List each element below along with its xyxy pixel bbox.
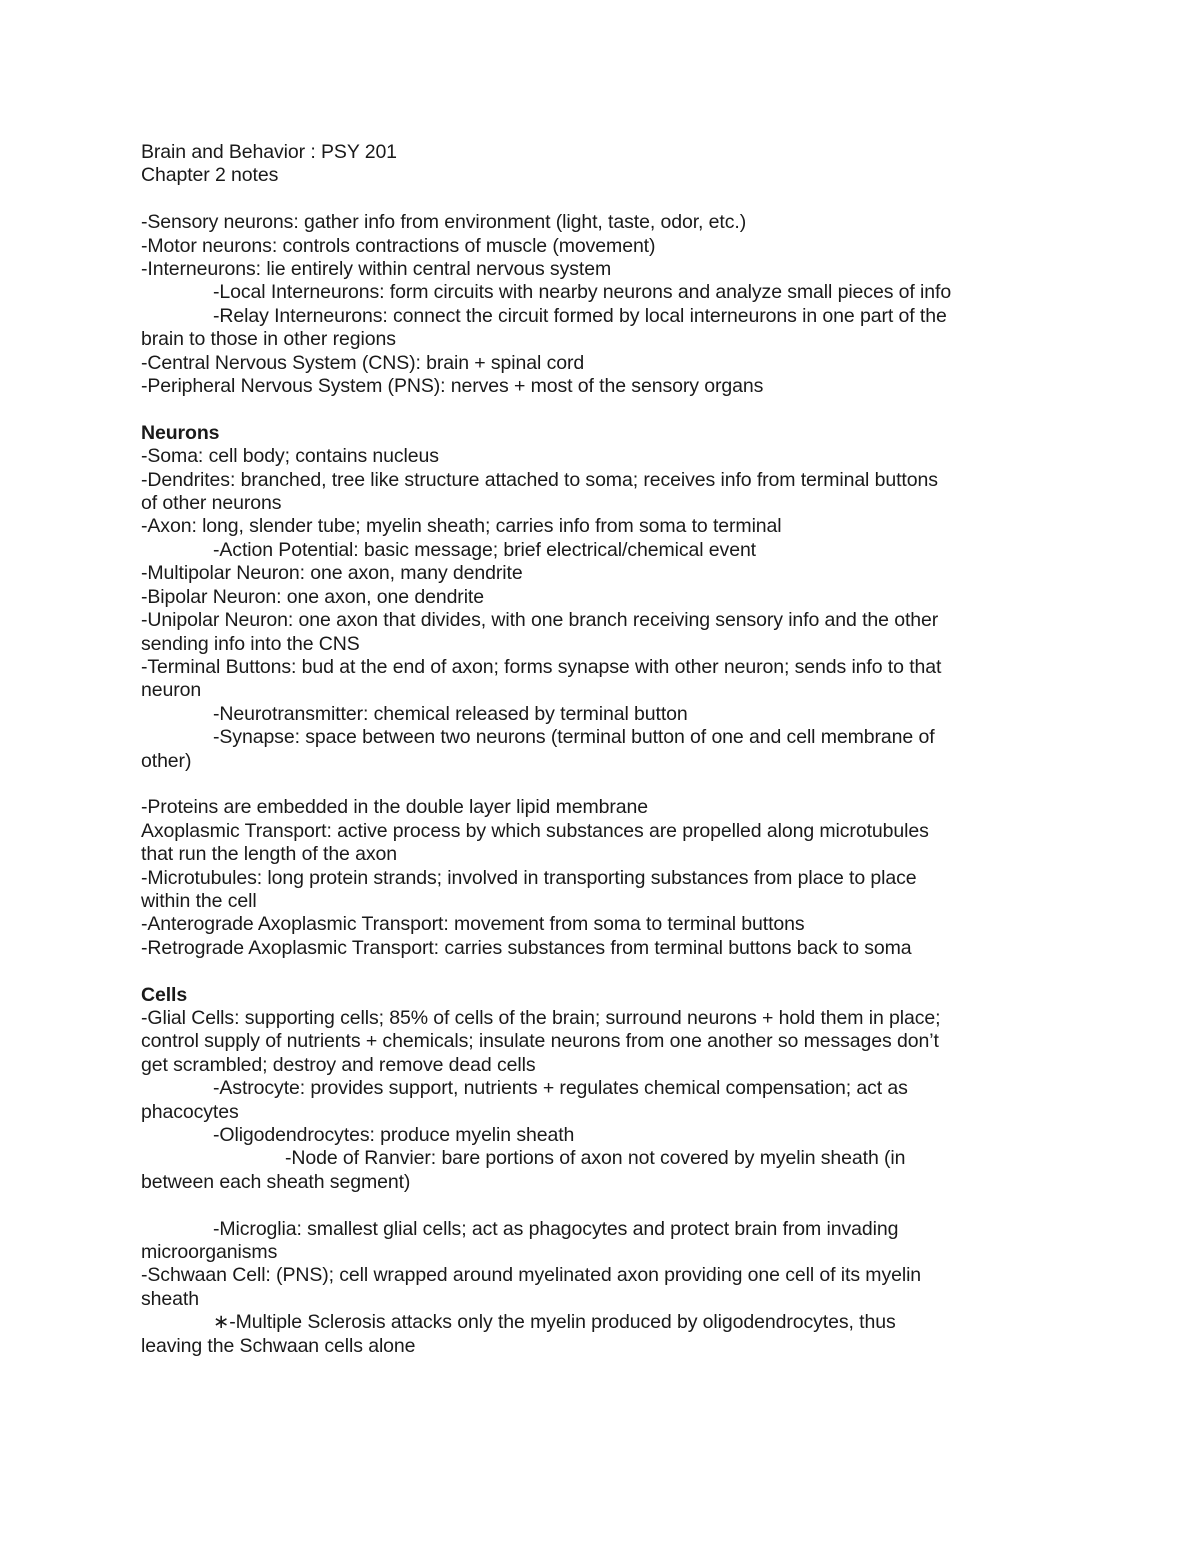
note-line: control supply of nutrients + chemicals; insulate neurons from one another so messages don’t [141,1030,939,1053]
note-line: -Terminal Buttons: bud at the end of axon; forms synapse with other neuron; sends info to that [141,655,942,678]
note-line: -Oligodendrocytes: produce myelin sheath [213,1124,575,1146]
note-line: -Microglia: smallest glial cells; act as phagocytes and protect brain from invading [213,1217,899,1240]
note-line: of other neurons [141,492,282,515]
note-line: between each sheath segment) [141,1170,411,1193]
note-line: -Proteins are embedded in the double layer lipid membrane [141,796,649,819]
note-line: -Neurotransmitter: chemical released by terminal button [213,702,688,725]
note-line: other) [141,749,192,772]
note-line: -Motor neurons: controls contractions of muscle (movement) [141,234,656,257]
note-line: sheath [141,1287,199,1310]
chapter-subtitle: Chapter 2 notes [141,164,279,187]
note-line: -Central Nervous System (CNS): brain + spinal cord [141,351,585,374]
note-line: -Relay Interneurons: connect the circuit formed by local interneurons in one part of the [213,304,947,327]
spacer [141,773,1061,796]
section-heading-cells: Cells [141,983,188,1006]
note-line: sending info into the CNS [141,632,360,655]
note-line: that run the length of the axon [141,843,398,866]
note-line: -Anterograde Axoplasmic Transport: movement from soma to terminal buttons [141,913,805,936]
note-line: -Bipolar Neuron: one axon, one dendrite [141,585,484,608]
note-line: -Action Potential: basic message; brief electrical/chemical event [213,538,757,561]
note-line: phacocytes [141,1100,239,1123]
note-line: microorganisms [141,1241,278,1264]
note-line: -Sensory neurons: gather info from environment (light, taste, odor, etc.) [141,211,747,234]
spacer [141,1194,1061,1217]
notes-page [141,141,1061,1358]
note-line: brain to those in other regions [141,328,396,351]
note-line: -Dendrites: branched, tree like structure attached to soma; receives info from terminal buttons [141,468,938,491]
note-line: -Node of Ranvier: bare portions of axon not covered by myelin sheath (in [285,1147,906,1170]
note-line: -Multipolar Neuron: one axon, many dendrite [141,562,523,585]
note-line: -Axon: long, slender tube; myelin sheath; carries info from soma to terminal [141,515,782,538]
note-line: -Soma: cell body; contains nucleus [141,445,439,468]
note-line: get scrambled; destroy and remove dead cells [141,1053,536,1076]
section-heading-neurons: Neurons [141,421,220,444]
spacer [141,398,1061,421]
spacer [141,960,1061,983]
note-line: within the cell [141,889,257,912]
note-line: -Peripheral Nervous System (PNS): nerves + most of the sensory organs [141,375,764,398]
note-line: leaving the Schwaan cells alone [141,1334,416,1357]
note-line: -Unipolar Neuron: one axon that divides, with one branch receiving sensory info and the other [141,609,939,632]
note-line: -Microtubules: long protein strands; involved in transporting substances from place to place [141,866,917,889]
course-title: Brain and Behavior : PSY 201 [141,141,397,163]
note-line: -Interneurons: lie entirely within central nervous system [141,258,612,281]
spacer [141,188,1061,211]
note-line: Axoplasmic Transport: active process by which substances are propelled along microtubules [141,819,929,842]
note-line: -Glial Cells: supporting cells; 85% of cells of the brain; surround neurons + hold them in place; [141,1006,941,1029]
note-line: neuron [141,679,202,702]
note-line: -Astrocyte: provides support, nutrients + regulates chemical compensation; act as [213,1077,908,1100]
note-line: -Synapse: space between two neurons (terminal button of one and cell membrane of [213,726,935,749]
note-line: -Retrograde Axoplasmic Transport: carries substances from terminal buttons back to soma [141,936,912,959]
note-line: ∗-Multiple Sclerosis attacks only the myelin produced by oligodendrocytes, thus [213,1311,896,1334]
note-line: -Local Interneurons: form circuits with nearby neurons and analyze small pieces of info [213,281,952,304]
note-line: -Schwaan Cell: (PNS); cell wrapped around myelinated axon providing one cell of its myelin [141,1264,922,1287]
